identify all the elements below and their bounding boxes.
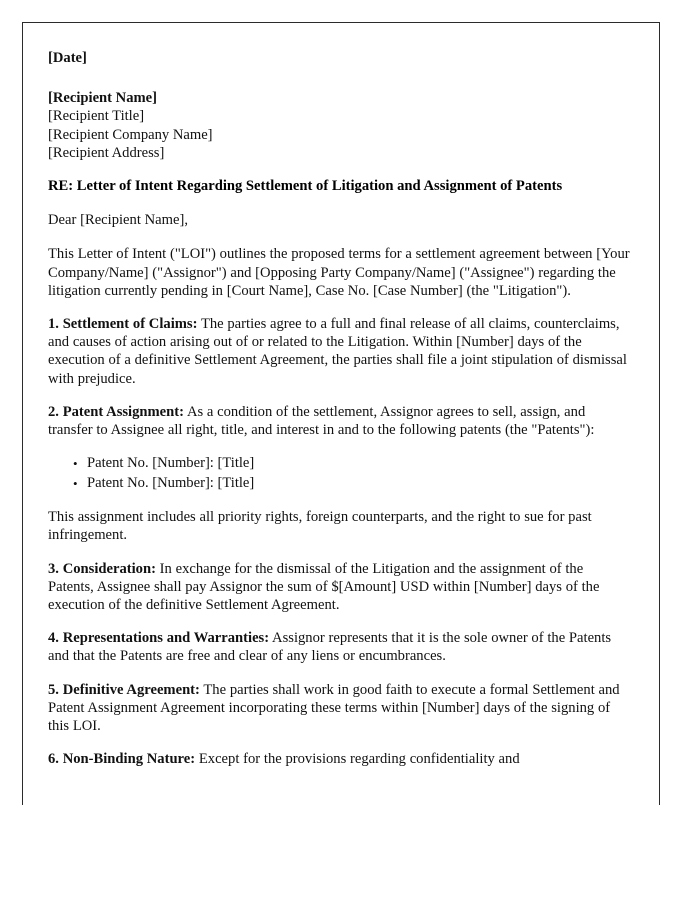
salutation: Dear [Recipient Name], bbox=[48, 212, 188, 229]
section-4-body: Assignor represents that it is the sole owner of the Patents and that the Patents are free and clear of any liens or encumbrances. bbox=[48, 630, 612, 665]
section-3 bbox=[48, 560, 631, 615]
recipient-name: [Recipient Name] bbox=[48, 90, 158, 107]
list-item: • Patent No. [Number]: [Title] bbox=[87, 474, 631, 494]
intro-paragraph: This Letter of Intent ("LOI") outlines the proposed terms for a settlement agreement between [Your Company/Name] ("Assignor") and [Opposing Party Company/Name] ("Assignee") regarding the litigation currently pending in [Court Name], Case No. [Case Number] (the "Litigation"). bbox=[48, 246, 630, 299]
date-block bbox=[48, 49, 631, 67]
document-page bbox=[22, 22, 660, 805]
section-2 bbox=[48, 403, 631, 439]
section-6-body: Except for the provisions regarding confidentiality and bbox=[195, 751, 520, 768]
recipient-address: [Recipient Address] bbox=[48, 144, 165, 161]
section-3-body: In exchange for the dismissal of the Litigation and the assignment of the Patents, Assignee shall pay Assignor the sum of $[Amount] USD within [Number] days of the execution of the definitive Settlement Agreement. bbox=[48, 560, 600, 614]
section-1 bbox=[48, 315, 631, 388]
section-6-heading: 6. Non-Binding Nature: bbox=[48, 751, 196, 768]
section-2-body: As a condition of the settlement, Assignor agrees to sell, assign, and transfer to Assignee all right, title, and interest in and to the following patents (the "Patents"): bbox=[48, 403, 595, 439]
recipient-company: [Recipient Company Name] bbox=[48, 126, 213, 143]
subject-re-line: RE: Letter of Intent Regarding Settlement of Litigation and Assignment of Patents bbox=[48, 178, 563, 195]
date-placeholder: [Date] bbox=[48, 50, 87, 66]
section-1-body: The parties agree to a full and final release of all claims, counterclaims, and causes of action arising out of or related to the Litigation. Within [Number] days of the execution of a definitive Settlement Agreement, the parties shall file a joint stipulation of dismissal with prejudice. bbox=[48, 316, 627, 387]
recipient-address-block bbox=[48, 89, 631, 162]
section-5-body: The parties shall work in good faith to execute a formal Settlement and Patent Assignment Agreement incorporating these terms within [Number] days of the signing of this LOI. bbox=[48, 681, 620, 735]
list-item: • Patent No. [Number]: [Title] bbox=[87, 454, 631, 474]
section-4 bbox=[48, 629, 631, 665]
section-1-heading: 1. Settlement of Claims: bbox=[48, 316, 198, 333]
section-5-heading: 5. Definitive Agreement: bbox=[48, 681, 200, 698]
recipient-title: [Recipient Title] bbox=[48, 108, 145, 125]
document-body bbox=[48, 49, 631, 768]
patent-list bbox=[48, 454, 631, 493]
section-3-heading: 3. Consideration: bbox=[48, 560, 156, 577]
assignment-note-paragraph: This assignment includes all priority rights, foreign counterparts, and the right to sue for past infringement. bbox=[48, 509, 592, 544]
section-2-heading: 2. Patent Assignment: bbox=[48, 403, 184, 420]
section-5 bbox=[48, 681, 631, 736]
section-4-heading: 4. Representations and Warranties: bbox=[48, 630, 270, 647]
section-6 bbox=[48, 750, 631, 768]
